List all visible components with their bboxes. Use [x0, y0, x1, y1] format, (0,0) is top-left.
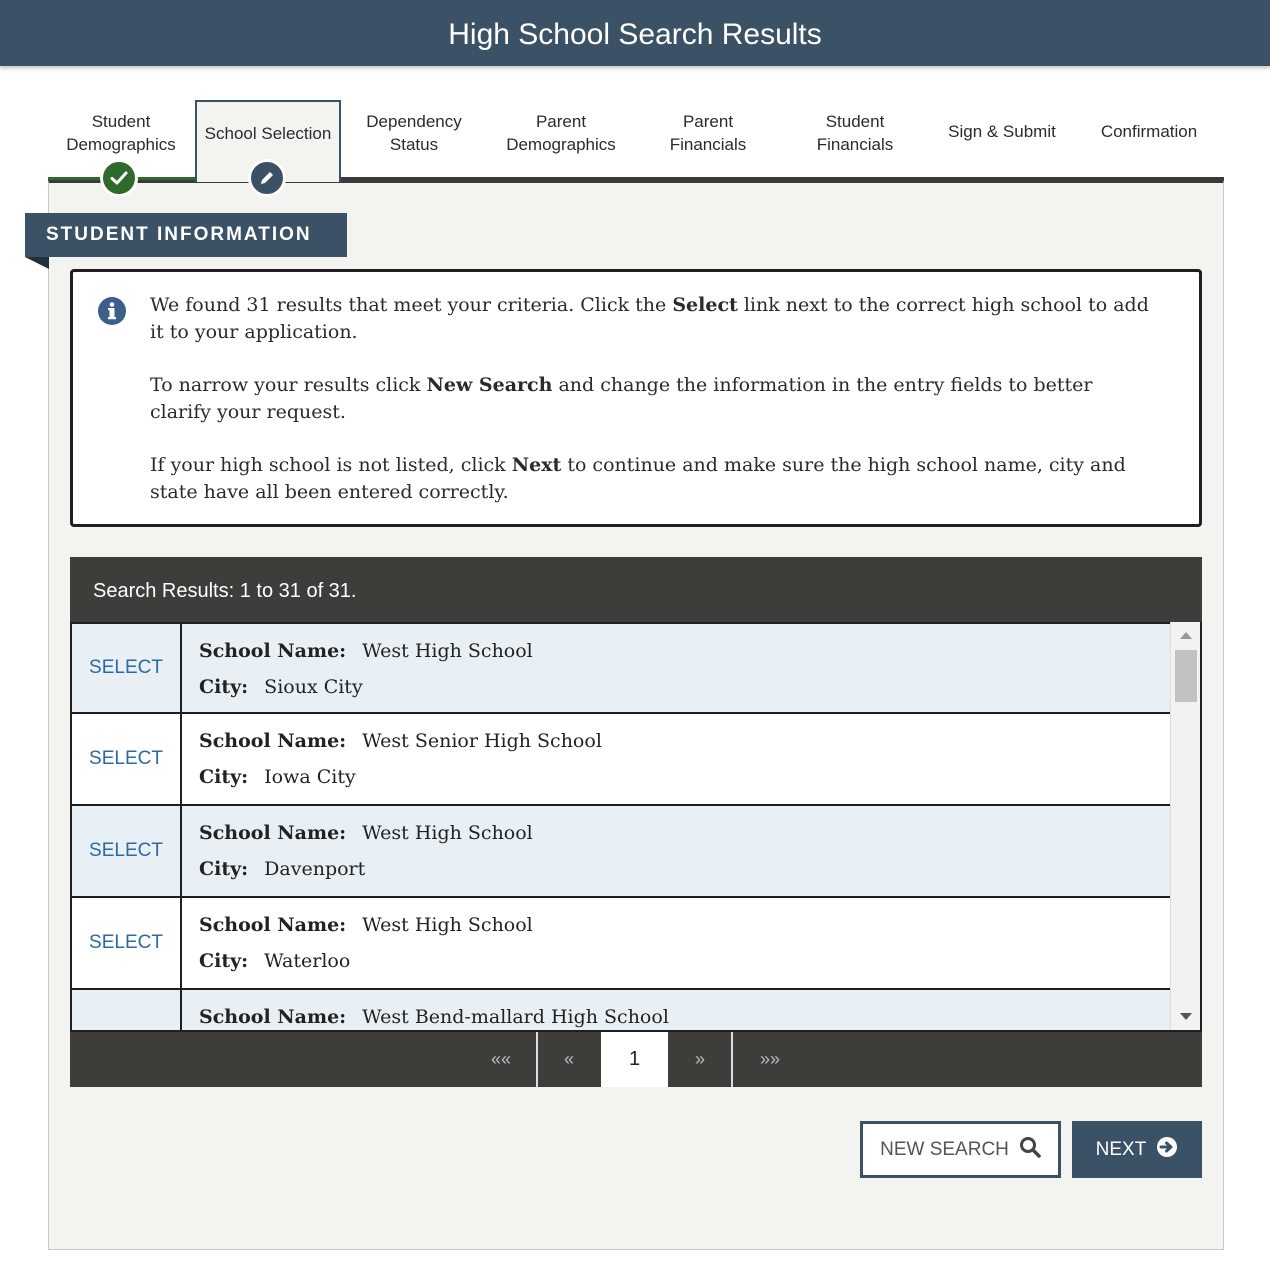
step-label: School Selection: [204, 124, 332, 143]
select-link[interactable]: SELECT: [72, 624, 182, 712]
results-list[interactable]: [70, 622, 1202, 1032]
step-label-line1: Parent: [535, 112, 587, 131]
select-link[interactable]: [72, 990, 182, 1032]
arrow-right-circle-icon: [1156, 1136, 1178, 1164]
select-link[interactable]: SELECT: [72, 714, 182, 804]
table-row: [72, 806, 1172, 898]
step-confirmation[interactable]: [1079, 100, 1219, 180]
step-label-line2: Financials: [669, 135, 747, 154]
school-name: West High School: [362, 914, 533, 936]
step-label-line2: Status: [389, 135, 439, 154]
new-search-button[interactable]: [860, 1121, 1061, 1178]
info-paragraph: We found 31 results that meet your criteria. Click the Select link next to the correct high school to add it to your application.: [150, 294, 1149, 343]
step-student-financials[interactable]: [785, 100, 925, 180]
school-name: West Senior High School: [362, 730, 602, 752]
table-row: [72, 898, 1172, 990]
first-page-button[interactable]: ««: [490, 1049, 512, 1069]
select-link[interactable]: SELECT: [72, 898, 182, 988]
school-name-label: School Name:: [199, 914, 347, 936]
school-name: West Bend-mallard High School: [362, 1006, 669, 1028]
step-dependency-status[interactable]: [344, 100, 484, 180]
city-label: City:: [199, 858, 249, 880]
step-label-line2: Demographics: [66, 135, 176, 154]
info-text: [150, 292, 1150, 532]
banner-fold: [25, 257, 49, 269]
step-label-line1: Parent: [682, 112, 734, 131]
city-label: City:: [199, 766, 249, 788]
step-label-line1: Dependency: [366, 112, 462, 131]
step-label: Confirmation: [1100, 122, 1198, 141]
last-page-button[interactable]: »»: [731, 1032, 807, 1087]
progress-steps: [48, 100, 1224, 184]
new-search-label: NEW SEARCH: [880, 1138, 1009, 1160]
info-message: [70, 269, 1202, 527]
results-rows: [72, 622, 1172, 1032]
info-paragraph: To narrow your results click New Search and change the information in the entry fields to better clarify your request.: [150, 374, 1093, 423]
pagination: [70, 1032, 1202, 1087]
search-icon: [1019, 1136, 1041, 1164]
current-page[interactable]: 1: [601, 1032, 668, 1087]
school-city: Davenport: [264, 858, 366, 880]
results-scrollbar[interactable]: [1170, 622, 1200, 1030]
step-label: Sign & Submit: [948, 122, 1056, 141]
step-label-line1: Student: [91, 112, 151, 131]
school-name: West High School: [362, 640, 533, 662]
prev-page-button[interactable]: «: [536, 1032, 600, 1087]
step-label-line2: Financials: [816, 135, 894, 154]
step-parent-demographics[interactable]: [491, 100, 631, 180]
table-row: [72, 622, 1172, 714]
step-label-line1: Student: [825, 112, 885, 131]
school-city: Sioux City: [264, 676, 363, 698]
select-link[interactable]: SELECT: [72, 806, 182, 896]
info-paragraph: If your high school is not listed, click Next to continue and make sure the high school name, city and state have all been entered correctly.: [150, 454, 1126, 503]
school-name-label: School Name:: [199, 730, 347, 752]
pencil-icon: [248, 159, 286, 197]
school-name-label: School Name:: [199, 1006, 347, 1028]
step-sign-submit[interactable]: [932, 100, 1072, 180]
table-row: [72, 714, 1172, 806]
step-parent-financials[interactable]: [638, 100, 778, 180]
page-header: [0, 0, 1270, 66]
school-city: Waterloo: [264, 950, 351, 972]
school-name-label: School Name:: [199, 822, 347, 844]
section-heading: STUDENT INFORMATION: [25, 213, 347, 257]
school-city: Iowa City: [264, 766, 356, 788]
step-label-line2: Demographics: [506, 135, 616, 154]
school-name-label: School Name:: [199, 640, 347, 662]
city-label: City:: [199, 950, 249, 972]
school-name: West High School: [362, 822, 533, 844]
info-icon: [97, 296, 127, 326]
scroll-thumb[interactable]: [1175, 650, 1197, 702]
next-label: NEXT: [1095, 1138, 1147, 1160]
check-icon: [100, 159, 138, 197]
page-title: High School Search Results: [448, 18, 822, 51]
scroll-up-arrow-icon[interactable]: [1180, 632, 1192, 639]
city-label: City:: [199, 676, 249, 698]
scroll-down-arrow-icon[interactable]: [1180, 1013, 1192, 1020]
next-page-button[interactable]: »: [694, 1049, 705, 1069]
results-heading: Search Results: 1 to 31 of 31.: [70, 557, 1202, 623]
table-row: [72, 990, 1172, 1032]
next-button[interactable]: [1072, 1121, 1202, 1178]
